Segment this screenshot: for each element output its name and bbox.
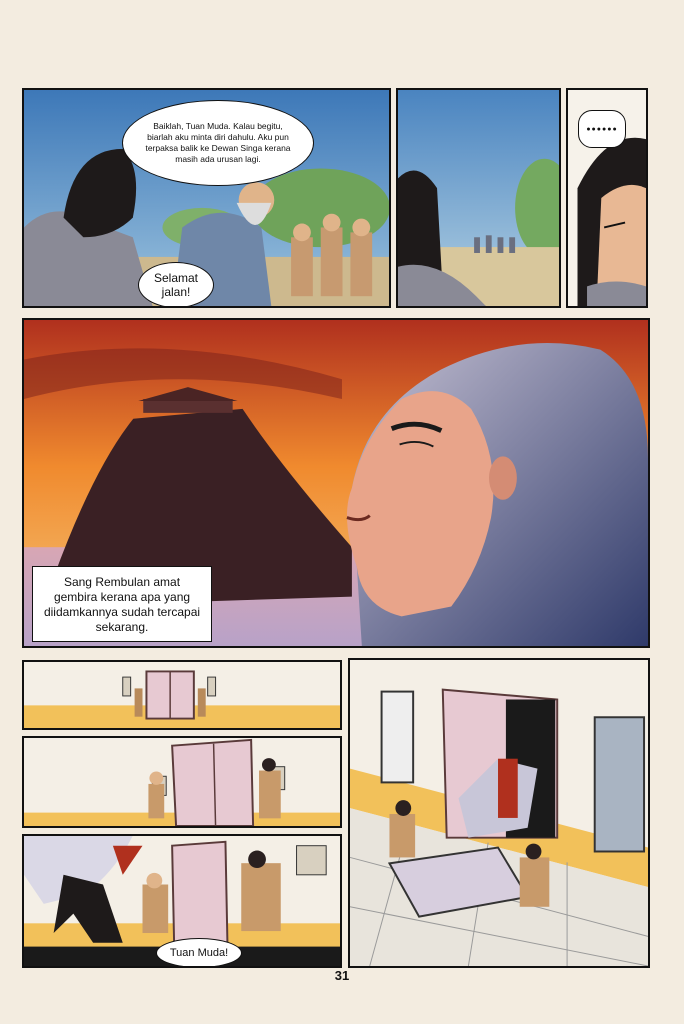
speech-text-farewell: Baiklah, Tuan Muda. Kalau begitu, biarlah aku minta diri dahulu. Aku pun terpaksa balik ke Dewan Singa kerana masih ada urusan lagi. [145,121,291,164]
panel-farewell [22,88,391,308]
narration-caption [32,566,212,642]
panel-door-wide [22,660,342,730]
panel-cape-rush [22,834,342,968]
panel-sunset-mountain [22,318,650,648]
thought-bubble-dots [578,110,626,148]
panel-departure [396,88,561,308]
thought-dots: ●●●●●● [586,125,618,133]
speech-bubble-tuan-muda [156,938,242,968]
narration-caption-text: Sang Rembulan amat gembira kerana apa yang diidamkannya sudah tercapai sekarang. [43,575,201,634]
room-exit-artwork [350,660,648,966]
page-number: 31 [334,968,350,983]
panel-door-guards [22,736,342,828]
speech-bubble-farewell [122,100,314,186]
speech-text-tuan-muda: Tuan Muda! [169,946,229,959]
door-wide-artwork [24,662,340,728]
panel-room-exit [348,658,650,968]
speech-bubble-selamat-jalan [138,262,214,308]
speech-text-selamat-jalan: Selamat jalan! [153,271,199,299]
panel-closeup-face [566,88,648,308]
departure-artwork [398,90,559,306]
door-guards-artwork [24,738,340,826]
